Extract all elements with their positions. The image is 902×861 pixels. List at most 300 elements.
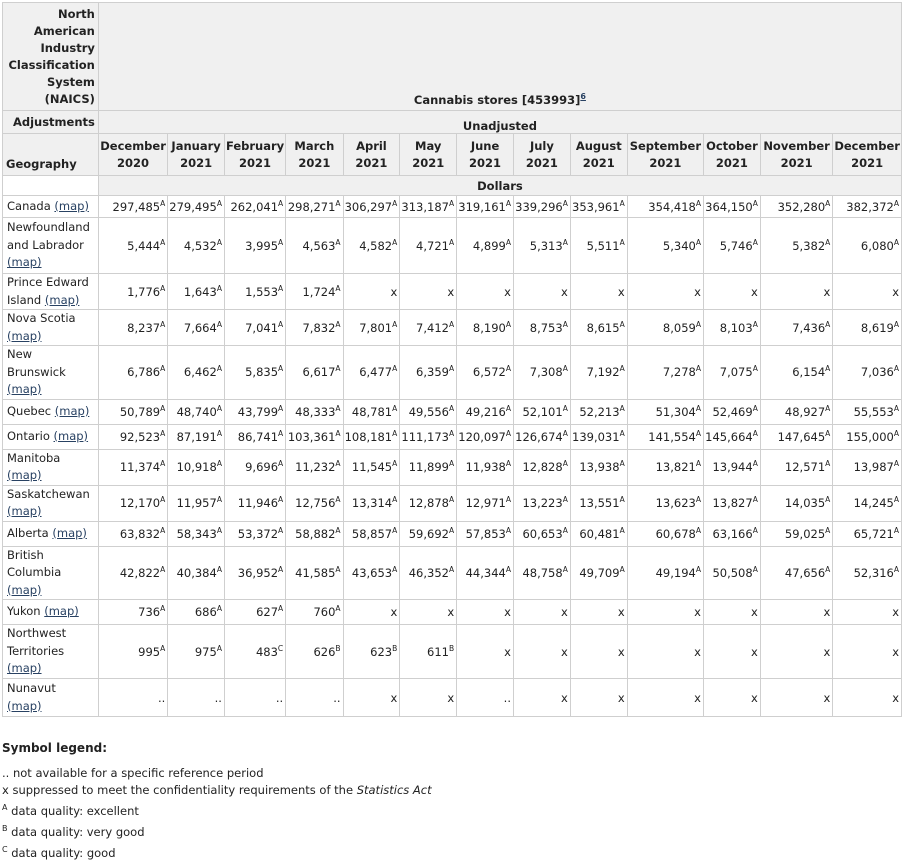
naics-line: North [57, 7, 95, 21]
map-link[interactable]: (map) [7, 698, 42, 713]
table-row [3, 196, 902, 218]
quality-flag: A [278, 403, 284, 413]
cell-value: 760 [313, 605, 336, 619]
geography-name: Nova Scotia [7, 311, 76, 325]
value-cell [833, 521, 902, 546]
value-cell [343, 679, 400, 717]
quality-flag: A [392, 525, 398, 535]
cell-value: 13,944 [712, 460, 753, 474]
industry-name: Cannabis stores [453993] [413, 93, 581, 107]
value-cell [98, 274, 167, 310]
cell-value: 6,477 [359, 365, 393, 380]
value-cell [513, 600, 570, 625]
quality-flag: A [216, 604, 222, 614]
quality-flag: A [448, 319, 455, 329]
quality-flag: A [893, 495, 899, 505]
cell-value: 7,801 [359, 320, 393, 335]
geography-cell [3, 274, 99, 310]
geography-name: Alberta [7, 525, 49, 540]
value-cell [627, 424, 703, 449]
quality-flag: A [825, 459, 831, 469]
geography-name: New Brunswick [7, 347, 66, 379]
map-link[interactable]: (map) [7, 582, 42, 597]
table-row [3, 625, 902, 679]
value-cell [457, 625, 514, 679]
map-link[interactable]: (map) [53, 428, 89, 443]
cell-value: 4,899 [472, 238, 506, 253]
value-cell [286, 196, 343, 218]
quality-flag: A [448, 525, 455, 535]
cell-value: 6,154 [792, 365, 826, 380]
value-cell [570, 196, 627, 218]
quality-flag: A [278, 364, 284, 374]
cell-value: 155,000 [846, 429, 894, 444]
value-cell [703, 218, 760, 274]
legend-item [2, 782, 432, 799]
quality-flag: A [505, 564, 511, 574]
quality-flag: A [160, 319, 166, 329]
legend-item [2, 799, 432, 820]
cell-value: x [447, 690, 455, 705]
industry-footnote-link[interactable]: 6 [580, 92, 586, 102]
quality-flag: A [160, 198, 166, 208]
value-cell [513, 399, 570, 424]
value-cell [627, 679, 703, 717]
value-cell [627, 521, 703, 546]
cell-value: x [617, 644, 625, 659]
cell-value: x [561, 690, 568, 705]
value-cell [760, 346, 832, 400]
quality-flag: A [392, 564, 398, 574]
cell-value: 12,828 [522, 460, 563, 474]
cell-value: 7,436 [792, 320, 826, 335]
quality-flag: A [695, 237, 701, 247]
symbol-legend [2, 740, 432, 861]
cell-value: 49,709 [579, 565, 620, 580]
month-year: 2021 [355, 155, 388, 170]
quality-flag: A [619, 364, 625, 374]
value-cell [286, 274, 343, 310]
value-cell [760, 274, 832, 310]
cell-value: 626 [313, 644, 336, 659]
cell-value: 44,344 [465, 565, 506, 580]
map-link[interactable]: (map) [7, 255, 42, 270]
cell-value: 65,721 [853, 526, 894, 541]
cell-value: 5,746 [719, 238, 753, 253]
cell-value: 339,296 [515, 199, 563, 214]
cell-value: 145,664 [705, 429, 753, 444]
cell-value: x [617, 605, 625, 619]
cell-value: 43,653 [351, 565, 393, 580]
quality-flag: A [752, 459, 758, 469]
value-cell [224, 600, 285, 625]
quality-flag: A [216, 198, 222, 208]
quality-flag: A [752, 564, 758, 574]
cell-value: 57,853 [465, 526, 506, 541]
quality-flag: A [278, 428, 284, 438]
value-cell [513, 625, 570, 679]
map-link[interactable]: (map) [7, 504, 42, 518]
value-cell [168, 346, 225, 400]
legend-item [2, 820, 432, 841]
cell-value: 48,333 [295, 404, 336, 419]
cell-value: 12,571 [784, 460, 826, 474]
value-cell [400, 485, 457, 521]
value-cell [343, 310, 400, 346]
cell-value: x [751, 605, 758, 619]
table-row [3, 346, 902, 400]
value-cell [224, 218, 285, 274]
table-row [3, 424, 902, 449]
quality-flag: A [695, 198, 701, 208]
cell-value: 6,786 [127, 365, 161, 380]
cell-value: 995 [138, 644, 161, 659]
value-cell [343, 521, 400, 546]
value-cell [286, 600, 343, 625]
geography-name: Newfoundland and Labrador [7, 220, 90, 252]
map-link[interactable]: (map) [44, 604, 79, 619]
cell-value: 8,619 [860, 320, 894, 335]
month-header [286, 134, 343, 176]
quality-flag: A [216, 403, 222, 413]
value-cell [98, 679, 167, 717]
value-cell [224, 310, 285, 346]
value-cell [168, 521, 225, 546]
quality-flag: A [505, 459, 511, 469]
quality-flag: A [278, 564, 284, 574]
month-header [400, 134, 457, 176]
table-row [3, 449, 902, 485]
value-cell [224, 424, 285, 449]
quality-flag: A [825, 364, 831, 374]
month-name: July [529, 138, 554, 153]
adjustments-label: Adjustments [3, 111, 99, 134]
value-cell [570, 625, 627, 679]
cell-value: 611 [427, 644, 449, 659]
cell-value: 147,645 [777, 429, 826, 444]
value-cell [513, 196, 570, 218]
value-cell [513, 274, 570, 310]
value-cell [457, 546, 514, 600]
industry-header [98, 3, 901, 111]
value-cell [168, 399, 225, 424]
quality-flag: A [893, 525, 899, 535]
map-link[interactable]: (map) [7, 468, 42, 482]
value-cell [286, 679, 343, 717]
value-cell [400, 274, 457, 310]
cell-value: 12,971 [465, 496, 506, 510]
cell-value: 60,481 [579, 526, 620, 541]
value-cell [98, 424, 167, 449]
geography-cell [3, 399, 99, 424]
month-name: February [225, 138, 285, 153]
cell-value: 55,553 [853, 404, 894, 419]
legend-symbol: .. [2, 766, 10, 780]
quality-flag: A [448, 495, 455, 505]
quality-flag: A [619, 564, 625, 574]
table-row [3, 485, 902, 521]
value-cell [760, 310, 832, 346]
value-cell [513, 485, 570, 521]
quality-flag: A [448, 237, 455, 247]
quality-flag: A [335, 495, 341, 505]
quality-flag: A [619, 459, 625, 469]
cell-value: 8,237 [127, 320, 161, 335]
legend-symbol: x [2, 783, 9, 797]
table-row [3, 218, 902, 274]
table-row [3, 600, 902, 625]
value-cell [570, 679, 627, 717]
geography-cell [3, 521, 99, 546]
cell-value: 7,664 [183, 320, 217, 335]
cell-value: 3,995 [245, 238, 279, 253]
value-cell [168, 546, 225, 600]
value-cell [400, 424, 457, 449]
value-cell [627, 346, 703, 400]
quality-flag: A [448, 428, 455, 438]
cell-value: 6,359 [416, 365, 449, 380]
quality-flag: A [160, 283, 166, 293]
cell-value: 1,776 [127, 284, 161, 299]
value-cell [400, 310, 457, 346]
cell-value: 6,462 [183, 365, 217, 380]
value-cell [833, 274, 902, 310]
value-cell [457, 218, 514, 274]
month-year: 2021 [469, 155, 502, 170]
cell-value: 13,223 [522, 496, 563, 510]
value-cell [343, 600, 400, 625]
value-cell [627, 600, 703, 625]
cell-value: 1,724 [302, 284, 336, 299]
table-row [3, 679, 902, 717]
month-header [627, 134, 703, 176]
quality-flag: A [562, 237, 568, 247]
cell-value: 627 [256, 605, 279, 619]
month-header [98, 134, 167, 176]
value-cell [457, 274, 514, 310]
value-cell [457, 196, 514, 218]
cell-value: 48,781 [351, 404, 393, 419]
cell-value: 50,508 [712, 565, 753, 580]
legend-text: not available for a specific reference period [12, 766, 264, 780]
cell-value: 1,553 [245, 284, 279, 299]
value-cell [570, 449, 627, 485]
map-link[interactable]: (map) [54, 198, 89, 213]
value-cell [168, 625, 225, 679]
cell-value: .. [333, 690, 341, 705]
quality-flag: C [277, 643, 284, 653]
value-cell [760, 679, 832, 717]
value-cell [457, 449, 514, 485]
value-cell [570, 346, 627, 400]
quality-flag: A [893, 319, 899, 329]
quality-flag: A [160, 564, 166, 574]
quality-flag: A [335, 283, 341, 293]
quality-flag: A [562, 459, 568, 469]
quality-flag: A [825, 237, 831, 247]
geography-cell [3, 625, 99, 679]
quality-flag: A [278, 283, 284, 293]
value-cell [703, 449, 760, 485]
quality-flag: A [216, 283, 222, 293]
quality-flag: A [448, 364, 455, 374]
value-cell [703, 399, 760, 424]
cell-value: 92,523 [119, 429, 161, 444]
month-header [703, 134, 760, 176]
map-link[interactable]: (map) [44, 292, 80, 307]
month-name: May [415, 138, 442, 153]
quality-flag: A [160, 495, 166, 505]
quality-flag: A [392, 198, 398, 208]
quality-flag: A [392, 403, 398, 413]
cell-value: 5,511 [586, 238, 620, 253]
value-cell [760, 399, 832, 424]
value-cell [833, 449, 902, 485]
value-cell [760, 449, 832, 485]
map-link[interactable]: (map) [7, 661, 42, 676]
cell-value: 306,297 [344, 199, 393, 214]
cell-value: x [617, 284, 625, 299]
cell-value: x [504, 644, 511, 659]
geography-cell [3, 449, 99, 485]
value-cell [224, 346, 285, 400]
quality-flag: A [392, 364, 398, 374]
value-cell [168, 218, 225, 274]
value-cell [343, 449, 400, 485]
quality-flag: A [562, 525, 568, 535]
legend-text: data quality: good [11, 845, 116, 860]
unit-spacer [3, 176, 99, 196]
cell-value: x [823, 644, 831, 659]
quality-flag: A [752, 403, 758, 413]
geography-cell [3, 346, 99, 400]
value-cell [286, 625, 343, 679]
value-cell [627, 274, 703, 310]
cell-value: 13,623 [655, 496, 696, 510]
value-cell [703, 310, 760, 346]
cell-value: x [694, 605, 701, 619]
naics-line: System [46, 75, 95, 89]
quality-flag: A [160, 525, 166, 535]
cell-value: 58,882 [295, 526, 336, 541]
quality-flag: A [619, 525, 625, 535]
value-cell [703, 546, 760, 600]
table-row [3, 546, 902, 600]
quality-flag: A [893, 364, 899, 374]
month-header [224, 134, 285, 176]
quality-flag: B [392, 643, 398, 653]
quality-flag: A [893, 564, 899, 574]
cell-value: 87,191 [176, 429, 217, 444]
quality-flag: A [619, 198, 625, 208]
cell-value: 7,075 [719, 365, 753, 380]
value-cell [513, 679, 570, 717]
geography-name: Manitoba [7, 450, 61, 465]
cell-value: 7,036 [860, 365, 894, 380]
value-cell [400, 521, 457, 546]
naics-line: (NAICS) [44, 92, 95, 106]
map-link[interactable]: (map) [7, 328, 42, 343]
map-link[interactable]: (map) [7, 382, 42, 396]
value-cell [570, 310, 627, 346]
value-cell [400, 346, 457, 400]
cell-value: 297,485 [112, 199, 161, 214]
cell-value: 4,532 [183, 238, 217, 253]
quality-flag: A [335, 198, 341, 208]
quality-flag: A [278, 459, 284, 469]
quality-flag: A [160, 364, 166, 374]
table-row [3, 399, 902, 424]
value-cell [168, 274, 225, 310]
value-cell [343, 625, 400, 679]
cell-value: 86,741 [237, 429, 279, 444]
quality-flag: A [893, 459, 899, 469]
geography-name: Quebec [7, 403, 52, 418]
value-cell [224, 546, 285, 600]
quality-flag: A [825, 403, 831, 413]
map-link[interactable]: (map) [54, 403, 90, 418]
cell-value: 52,469 [712, 404, 753, 419]
quality-flag: A [335, 604, 341, 614]
cell-value: x [892, 690, 899, 705]
cell-value: 352,280 [777, 199, 826, 214]
cell-value: x [390, 284, 398, 299]
quality-flag: A [335, 428, 341, 438]
value-cell [833, 196, 902, 218]
geography-cell [3, 218, 99, 274]
value-cell [457, 399, 514, 424]
quality-flag: A [392, 495, 398, 505]
cell-value: 49,556 [408, 404, 449, 419]
cell-value: 9,696 [245, 460, 279, 474]
cell-value: 11,374 [119, 460, 161, 474]
legend-symbol: C [2, 844, 8, 854]
month-name: June [470, 138, 500, 153]
value-cell [224, 399, 285, 424]
month-year: 2021 [780, 155, 813, 170]
legend-symbol: A [2, 803, 8, 812]
value-cell [703, 600, 760, 625]
month-year: 2021 [525, 155, 558, 170]
cell-value: 13,314 [351, 496, 393, 510]
month-year: 2021 [412, 155, 445, 170]
cell-value: 5,444 [127, 238, 161, 253]
value-cell [703, 196, 760, 218]
quality-flag: A [505, 198, 511, 208]
map-link[interactable]: (map) [52, 525, 87, 540]
quality-flag: A [505, 495, 511, 505]
quality-flag: A [562, 495, 568, 505]
value-cell [286, 346, 343, 400]
value-cell [224, 521, 285, 546]
quality-flag: A [216, 364, 222, 374]
value-cell [760, 625, 832, 679]
cell-value: 52,101 [522, 404, 563, 419]
value-cell [343, 399, 400, 424]
value-cell [343, 196, 400, 218]
cell-value: 43,799 [237, 404, 279, 419]
value-cell [513, 546, 570, 600]
cell-value: 40,384 [176, 565, 217, 580]
quality-flag: A [752, 428, 758, 438]
value-cell [168, 424, 225, 449]
cell-value: 52,316 [853, 565, 894, 580]
cell-value: 50,789 [119, 404, 161, 419]
table-row [3, 274, 902, 310]
value-cell [513, 449, 570, 485]
month-year: 2021 [582, 155, 615, 170]
cell-value: 47,656 [784, 565, 826, 580]
